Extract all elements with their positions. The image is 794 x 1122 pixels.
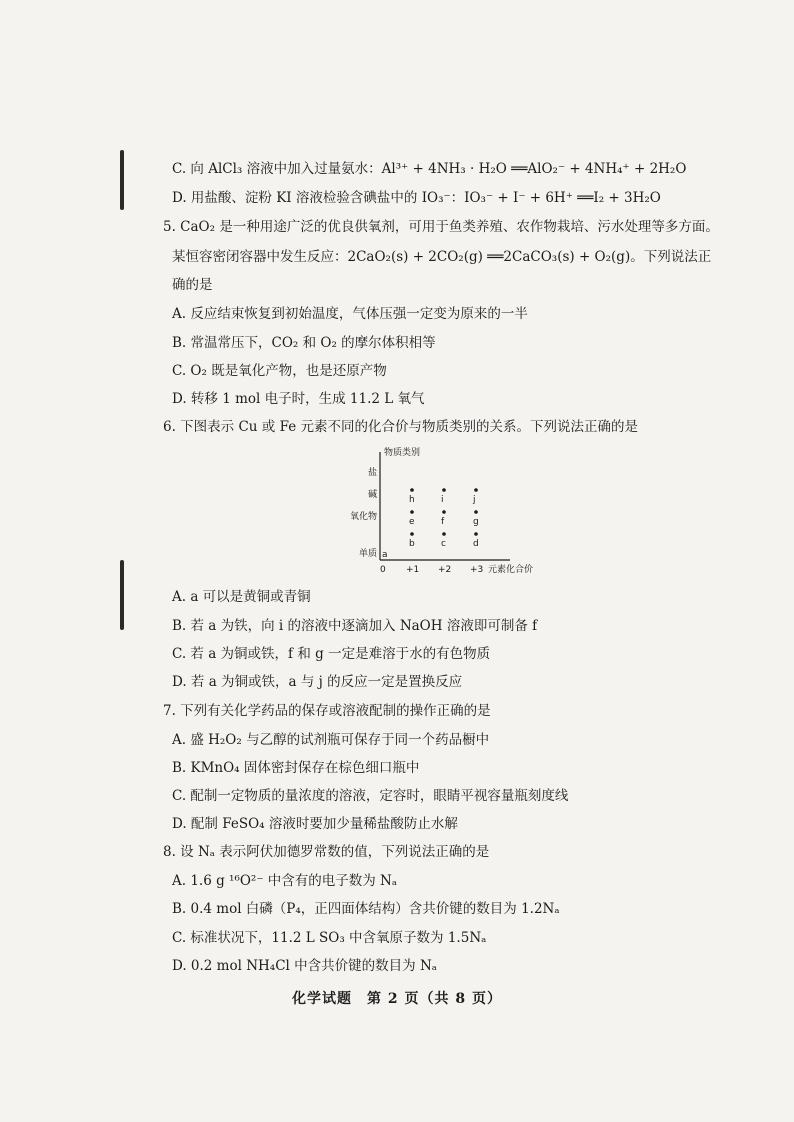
q8-stem: 8. 设 Nₐ 表示阿伏加德罗常数的值，下列说法正确的是	[163, 844, 490, 860]
q5-option-a: A. 反应结束恢复到初始温度，气体压强一定变为原来的一半	[172, 306, 528, 322]
point-label-i: i	[441, 495, 444, 505]
chart-points	[382, 488, 479, 560]
x-tick-label: +3	[470, 565, 484, 575]
q4-option-d: D. 用盐酸、淀粉 KI 溶液检验含碘盐中的 IO₃⁻：IO₃⁻ + I⁻ + 6H⁺ ══I₂ + 3H₂O	[172, 190, 661, 206]
q7-stem: 7. 下列有关化学药品的保存或溶液配制的操作正确的是	[163, 703, 491, 719]
point-label-d: d	[473, 539, 479, 549]
point-j	[474, 488, 478, 492]
q7-option-b: B. KMnO₄ 固体密封保存在棕色细口瓶中	[172, 760, 420, 776]
point-label-j: j	[473, 495, 476, 505]
valence-category-chart	[330, 444, 550, 580]
q7-option-a: A. 盛 H₂O₂ 与乙醇的试剂瓶可保存于同一个药品橱中	[172, 732, 490, 748]
q8-option-b: B. 0.4 mol 白磷（P₄，正四面体结构）含共价键的数目为 1.2Nₐ	[172, 901, 560, 917]
y-category-label: 盐	[367, 468, 377, 478]
binding-margin-mark	[120, 150, 124, 210]
y-category-label: 单质	[358, 549, 377, 559]
point-e	[410, 510, 414, 514]
point-label-a: a	[382, 550, 388, 560]
point-b	[410, 532, 414, 536]
binding-margin-mark	[120, 560, 124, 630]
q5-stem-3: 确的是	[172, 277, 213, 293]
point-label-g: g	[473, 517, 479, 527]
x-tick-label: 0	[380, 565, 386, 575]
q8-option-d: D. 0.2 mol NH₄Cl 中含共价键的数目为 Nₐ	[172, 958, 437, 974]
point-label-b: b	[409, 539, 415, 549]
point-h	[410, 488, 414, 492]
q8-option-c: C. 标准状况下，11.2 L SO₃ 中含氧原子数为 1.5Nₐ	[172, 930, 487, 946]
q5-option-d: D. 转移 1 mol 电子时，生成 11.2 L 氧气	[172, 391, 425, 407]
point-c	[442, 532, 446, 536]
q5-option-b: B. 常温常压下，CO₂ 和 O₂ 的摩尔体积相等	[172, 335, 436, 351]
point-label-f: f	[441, 517, 445, 527]
q6-option-d: D. 若 a 为铜或铁，a 与 j 的反应一定是置换反应	[172, 674, 463, 690]
q5-stem-1: 5. CaO₂ 是一种用途广泛的优良供氧剂，可用于鱼类养殖、农作物栽培、污水处理等多方面。	[163, 219, 719, 235]
q8-option-a: A. 1.6 g ¹⁶O²⁻ 中含有的电子数为 Nₐ	[172, 873, 398, 889]
q7-option-c: C. 配制一定物质的量浓度的溶液，定容时，眼睛平视容量瓶刻度线	[172, 788, 569, 804]
q6-option-a: A. a 可以是黄铜或青铜	[172, 589, 311, 605]
y-axis-title: 物质类别	[384, 448, 421, 458]
q5-option-c: C. O₂ 既是氧化产物，也是还原产物	[172, 363, 387, 379]
q7-option-d: D. 配制 FeSO₄ 溶液时要加少量稀盐酸防止水解	[172, 816, 458, 832]
x-tick-label: +2	[438, 565, 452, 575]
point-g	[474, 510, 478, 514]
point-label-e: e	[409, 517, 415, 527]
page-footer: 化学试题 第 2 页（共 8 页）	[292, 991, 502, 1007]
point-label-c: c	[441, 539, 446, 549]
point-label-h: h	[409, 495, 415, 505]
q5-stem-2: 某恒容密闭容器中发生反应：2CaO₂(s) + 2CO₂(g) ══2CaCO₃(s) + O₂(g)。下列说法正	[172, 249, 712, 265]
q6-stem: 6. 下图表示 Cu 或 Fe 元素不同的化合价与物质类别的关系。下列说法正确的是	[163, 419, 638, 435]
chart-axis-labels	[350, 446, 533, 575]
point-i	[442, 488, 446, 492]
x-tick-label: +1	[406, 565, 420, 575]
y-category-label: 碱	[367, 490, 377, 500]
point-f	[442, 510, 446, 514]
q6-option-b: B. 若 a 为铁，向 i 的溶液中逐滴加入 NaOH 溶液即可制备 f	[172, 618, 538, 634]
q4-option-c: C. 向 AlCl₃ 溶液中加入过量氨水：Al³⁺ + 4NH₃ · H₂O ══AlO₂⁻ + 4NH₄⁺ + 2H₂O	[172, 161, 687, 177]
q6-option-c: C. 若 a 为铜或铁，f 和 g 一定是难溶于水的有色物质	[172, 646, 491, 662]
x-axis-title: 元素化合价	[488, 565, 534, 575]
point-d	[474, 532, 478, 536]
y-category-label: 氧化物	[349, 512, 377, 522]
